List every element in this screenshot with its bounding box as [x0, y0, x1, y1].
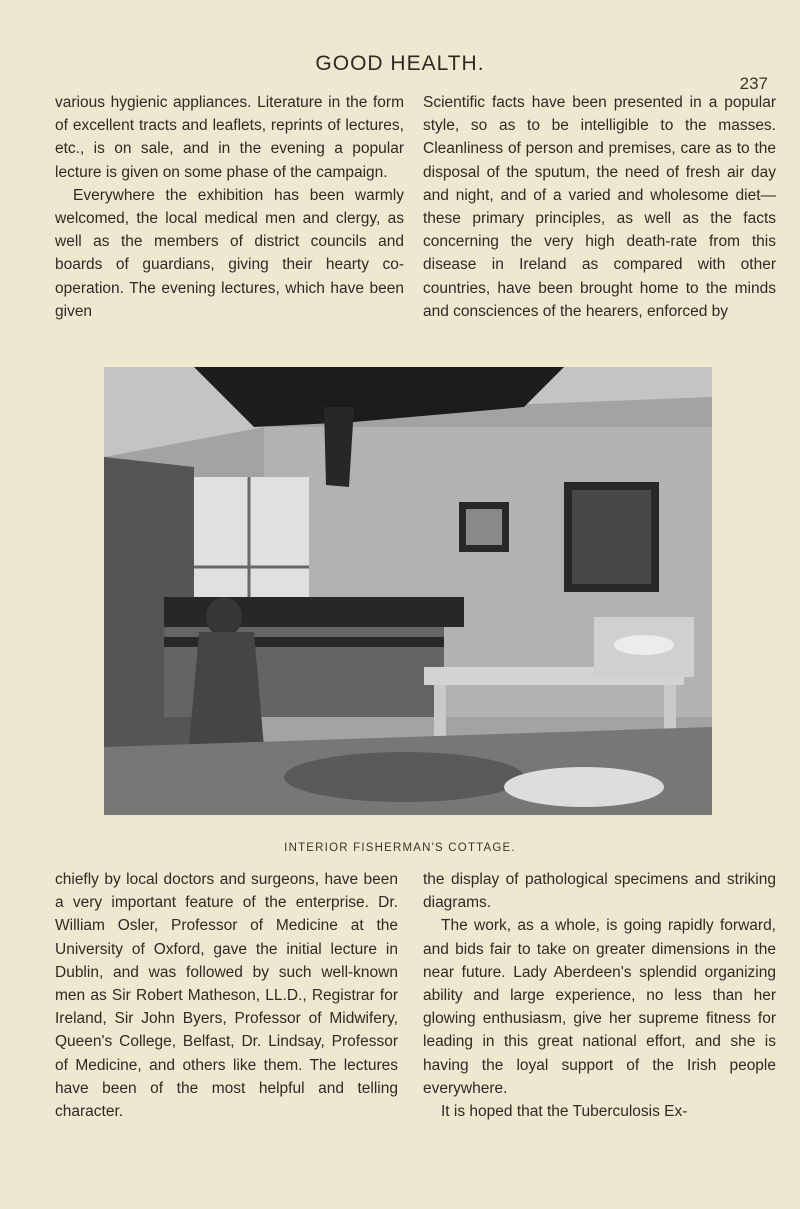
page-header	[0, 52, 800, 92]
column-bottom-left	[55, 868, 398, 1123]
page-number: 237	[739, 74, 768, 93]
figure-caption: INTERIOR FISHERMAN'S COTTAGE.	[284, 842, 516, 854]
paragraph: the display of pathological specimens and striking diagrams.	[423, 871, 776, 912]
paragraph: Scientific facts have been presented in a popular style, so as to be intelligible to the masses. Cleanliness of person and premises, care as to the disposal of the sputum, the need of fresh air day and night, and of a varied and wholesome diet—these primary principles, as well as the facts concerning the very high death-rate from this disease in Ireland as compared with other countries, have been brought home to the minds and consciences of the hearers, enforced by	[423, 94, 776, 320]
column-bottom-right	[423, 868, 776, 1123]
column-top-left	[55, 91, 404, 323]
column-top-right	[423, 91, 776, 323]
cottage-interior-photo	[104, 367, 712, 815]
paragraph: The work, as a whole, is going rapidly forward, and bids fair to take on greater dimensions in the near future. Lady Aberdeen's splendid organizing ability and large experience, no less than her glowing enthusiasm, give her supreme fitness for leading in this great national effort, and she is having the loyal support of the Irish people everywhere.	[423, 917, 776, 1097]
paragraph: It is hoped that the Tuberculosis Ex-	[441, 1103, 688, 1121]
paragraph: various hygienic appliances. Literature in the form of excellent tracts and leaflets, reprints of lectures, etc., is on sale, and in the evening a popular lecture is given on some phase of the campaign.	[55, 94, 404, 181]
paragraph: Everywhere the exhibition has been warmly welcomed, the local medical men and clergy, as well as the members of district councils and boards of guardians, giving their hearty co-operation. The evening lectures, which have been given	[55, 186, 404, 320]
running-title: GOOD HEALTH.	[315, 52, 485, 75]
paragraph: chiefly by local doctors and surgeons, have been a very important feature of the enterprise. Dr. William Osler, Professor of Medicine at the University of Oxford, gave the initial lecture in Dublin, and was followed by such well-known men as Sir Robert Matheson, LL.D., Registrar for Ireland, Sir John Byers, Professor of Midwifery, Queen's College, Belfast, Dr. Lindsay, Professor of Medicine, and others like them. The lectures have been of the most helpful and telling character.	[55, 871, 398, 1121]
photo-illustration	[104, 367, 712, 815]
